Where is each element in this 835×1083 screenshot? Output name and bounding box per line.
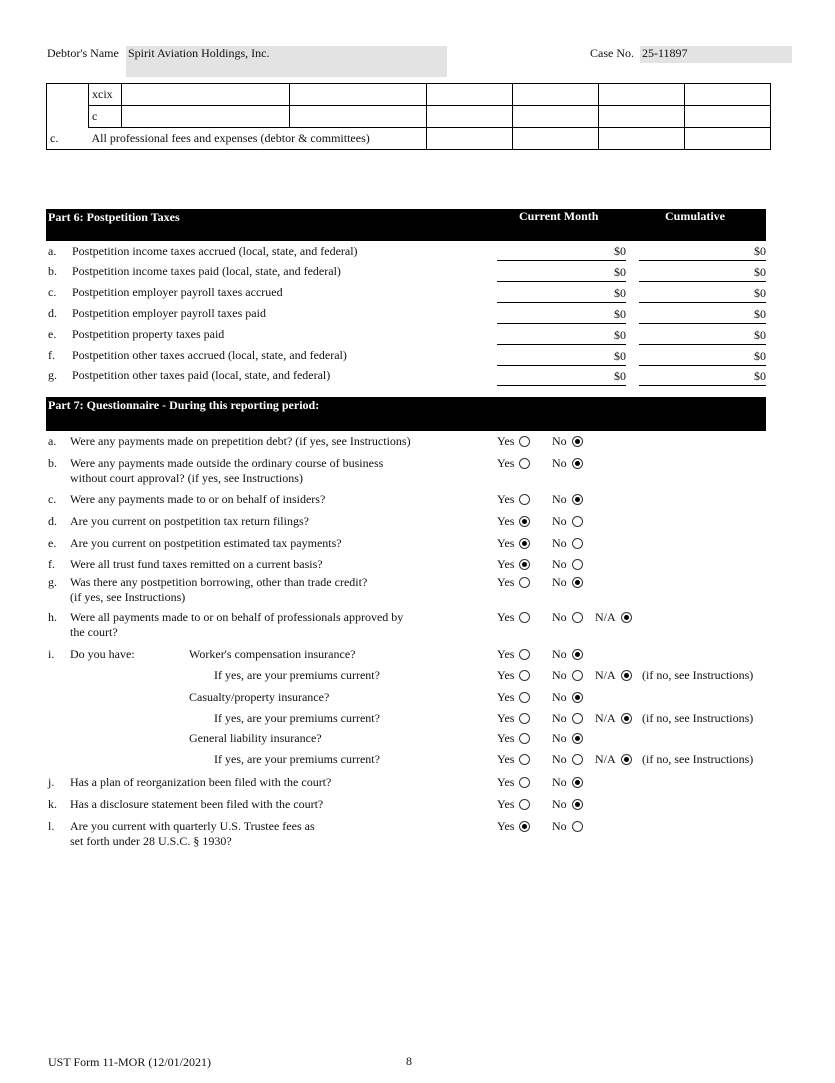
general-premiums-na-option[interactable] [595,752,632,767]
radio-empty-icon[interactable] [519,436,530,447]
question-a-yes-option-label: Yes [497,434,515,448]
radio-selected-icon[interactable] [621,713,632,724]
question-e-yes-option[interactable] [497,536,530,551]
question-g-yes-option-label: Yes [497,575,515,589]
radio-selected-icon[interactable] [519,516,530,527]
question-text: Were all payments made to or on behalf of professionals approved by [70,610,404,624]
radio-selected-icon[interactable] [572,777,583,788]
current-month-value[interactable]: $0 [497,265,626,282]
radio-empty-icon[interactable] [572,612,583,623]
question-e-yes-option-label: Yes [497,536,515,550]
row-label: Postpetition income taxes paid (local, state, and federal) [72,264,341,278]
question-text: without court approval? (if yes, see Instructions) [70,471,303,485]
question-text: Were any payments made on prepetition debt? (if yes, see Instructions) [70,434,411,448]
radio-selected-icon[interactable] [519,538,530,549]
current-month-value[interactable]: $0 [497,286,626,303]
row-label: xcix [89,84,122,106]
row-label: Postpetition employer payroll taxes accrued [72,285,283,299]
part7-title: Part 7: Questionnaire - During this reporting period: [48,398,320,412]
radio-selected-icon[interactable] [621,612,632,623]
question-h-yes-option[interactable] [497,610,530,625]
question-j-yes-option[interactable] [497,775,530,790]
cumulative-value[interactable]: $0 [639,369,766,386]
debtor-name-field[interactable] [126,46,447,77]
question-l-no-option-label: No [552,819,567,833]
casualty-premiums-na-option[interactable] [595,711,632,726]
casualty-no-option[interactable] [552,690,583,705]
question-b-no-option[interactable] [552,456,583,471]
table-row-total [47,128,771,150]
general-liability-yes-option-label: Yes [497,731,515,745]
casualty-yes-option[interactable] [497,690,530,705]
question-b-no-option-label: No [552,456,567,470]
radio-empty-icon[interactable] [519,458,530,469]
question-l-no-option[interactable] [552,819,583,834]
current-month-value[interactable]: $0 [497,307,626,324]
radio-empty-icon[interactable] [572,516,583,527]
part7-header-bar [46,397,766,431]
radio-empty-icon[interactable] [519,799,530,810]
question-letter: a. [48,434,57,448]
question-k-yes-option-label: Yes [497,797,515,811]
radio-empty-icon[interactable] [519,494,530,505]
workers-premiums-na-option-label: N/A [595,668,616,682]
question-e-no-option-label: No [552,536,567,550]
row-label: Postpetition other taxes accrued (local, state, and federal) [72,348,347,362]
question-g-yes-option[interactable] [497,575,530,590]
question-l-yes-option-label: Yes [497,819,515,833]
casualty-yes-option-label: Yes [497,690,515,704]
radio-empty-icon[interactable] [519,733,530,744]
row-letter: e. [48,327,57,341]
question-text: Was there any postpetition borrowing, other than trade credit? [70,575,368,589]
radio-empty-icon[interactable] [572,713,583,724]
question-letter: i. [48,647,55,661]
general-liability-no-option-label: No [552,731,567,745]
general-liability-no-option[interactable] [552,731,583,746]
general-premiums-yes-option[interactable] [497,752,530,767]
radio-selected-icon[interactable] [572,649,583,660]
radio-empty-icon[interactable] [572,670,583,681]
radio-empty-icon[interactable] [519,670,530,681]
row-letter: c. [48,285,57,299]
if-no-note: (if no, see Instructions) [642,752,754,766]
question-b-yes-option[interactable] [497,456,530,471]
radio-selected-icon[interactable] [572,458,583,469]
question-d-no-option[interactable] [552,514,583,529]
question-k-no-option[interactable] [552,797,583,812]
row-letter: g. [48,368,57,382]
question-j-yes-option-label: Yes [497,775,515,789]
cumulative-header: Cumulative [665,209,725,223]
question-a-yes-option[interactable] [497,434,530,449]
row-label: Postpetition other taxes paid (local, state, and federal) [72,368,331,382]
radio-empty-icon[interactable] [572,538,583,549]
question-h-na-option[interactable] [595,610,632,625]
workers-premiums-no-option[interactable] [552,668,583,683]
question-c-no-option[interactable] [552,492,583,507]
workers-premiums-yes-option-label: Yes [497,668,515,682]
radio-empty-icon[interactable] [572,821,583,832]
radio-selected-icon[interactable] [572,577,583,588]
question-letter: b. [48,456,57,470]
workers-comp-no-option-label: No [552,647,567,661]
question-d-yes-option[interactable] [497,514,530,529]
question-c-yes-option-label: Yes [497,492,515,506]
question-text: Has a disclosure statement been filed with the court? [70,797,324,811]
radio-selected-icon[interactable] [621,754,632,765]
question-text: set forth under 28 U.S.C. § 1930? [70,834,232,848]
radio-empty-icon[interactable] [519,777,530,788]
current-month-value[interactable]: $0 [497,369,626,386]
total-label: All professional fees and expenses (debtor & committees) [89,128,427,150]
casualty-question: Casualty/property insurance? [189,690,330,704]
question-letter: c. [48,492,57,506]
general-premiums-no-option[interactable] [552,752,583,767]
debtor-name-label: Debtor's Name [47,46,119,60]
general-liability-question: General liability insurance? [189,731,322,745]
form-id: UST Form 11-MOR (12/01/2021) [48,1055,212,1069]
workers-comp-yes-option-label: Yes [497,647,515,661]
radio-selected-icon[interactable] [572,733,583,744]
radio-empty-icon[interactable] [519,713,530,724]
if-no-note: (if no, see Instructions) [642,711,754,725]
debtor-name-value: Spirit Aviation Holdings, Inc. [128,46,270,60]
page-number: 8 [406,1054,412,1068]
radio-selected-icon[interactable] [519,821,530,832]
row-label: c [89,106,122,128]
part6-header-bar [46,209,766,241]
question-text: the court? [70,625,118,639]
part6-title: Part 6: Postpetition Taxes [48,210,180,224]
question-e-no-option[interactable] [552,536,583,551]
row-letter: b. [48,264,57,278]
cumulative-value[interactable]: $0 [639,349,766,366]
row-label: Postpetition income taxes accrued (local, state, and federal) [72,244,358,258]
radio-selected-icon[interactable] [572,494,583,505]
radio-empty-icon[interactable] [519,649,530,660]
general-premiums-question: If yes, are your premiums current? [214,752,380,766]
case-no-label: Case No. [590,46,634,60]
question-letter: g. [48,575,57,589]
question-a-no-option-label: No [552,434,567,448]
radio-selected-icon[interactable] [519,559,530,570]
current-month-value[interactable]: $0 [497,244,626,261]
workers-premiums-na-option[interactable] [595,668,632,683]
question-letter: k. [48,797,57,811]
general-premiums-no-option-label: No [552,752,567,766]
workers-premiums-no-option-label: No [552,668,567,682]
question-h-no-option-label: No [552,610,567,624]
table-row [47,106,771,128]
casualty-premiums-no-option[interactable] [552,711,583,726]
radio-empty-icon[interactable] [519,577,530,588]
question-f-no-option-label: No [552,557,567,571]
question-text: Are you current with quarterly U.S. Trustee fees as [70,819,315,833]
casualty-no-option-label: No [552,690,567,704]
current-month-value[interactable]: $0 [497,328,626,345]
casualty-premiums-yes-option[interactable] [497,711,530,726]
question-letter: j. [48,775,55,789]
radio-selected-icon[interactable] [572,436,583,447]
radio-empty-icon[interactable] [519,692,530,703]
question-j-no-option-label: No [552,775,567,789]
table-row [47,84,771,106]
question-f-yes-option[interactable] [497,557,530,572]
question-text: Were any payments made to or on behalf of insiders? [70,492,326,506]
casualty-premiums-no-option-label: No [552,711,567,725]
question-f-no-option[interactable] [552,557,583,572]
case-no-field[interactable] [640,46,792,63]
question-c-no-option-label: No [552,492,567,506]
question-h-no-option[interactable] [552,610,583,625]
question-d-no-option-label: No [552,514,567,528]
question-text: (if yes, see Instructions) [70,590,186,604]
cumulative-value[interactable]: $0 [639,307,766,324]
question-k-yes-option[interactable] [497,797,530,812]
total-letter: c. [47,128,89,150]
workers-premiums-question: If yes, are your premiums current? [214,668,380,682]
question-h-na-option-label: N/A [595,610,616,624]
general-premiums-na-option-label: N/A [595,752,616,766]
radio-selected-icon[interactable] [572,692,583,703]
casualty-premiums-question: If yes, are your premiums current? [214,711,380,725]
question-letter: d. [48,514,57,528]
question-h-yes-option-label: Yes [497,610,515,624]
question-g-no-option[interactable] [552,575,583,590]
question-letter: e. [48,536,57,550]
radio-empty-icon[interactable] [572,559,583,570]
row-label: Postpetition property taxes paid [72,327,225,341]
question-letter: h. [48,610,57,624]
question-d-yes-option-label: Yes [497,514,515,528]
radio-empty-icon[interactable] [519,754,530,765]
workers-comp-question: Worker's compensation insurance? [189,647,356,661]
casualty-premiums-yes-option-label: Yes [497,711,515,725]
cumulative-value[interactable]: $0 [639,328,766,345]
radio-selected-icon[interactable] [572,799,583,810]
row-label: Postpetition employer payroll taxes paid [72,306,266,320]
current-month-value[interactable]: $0 [497,349,626,366]
current-month-header: Current Month [519,209,599,223]
general-premiums-yes-option-label: Yes [497,752,515,766]
question-b-yes-option-label: Yes [497,456,515,470]
question-a-no-option[interactable] [552,434,583,449]
casualty-premiums-na-option-label: N/A [595,711,616,725]
general-liability-yes-option[interactable] [497,731,530,746]
question-text: Are you current on postpetition tax return filings? [70,514,309,528]
question-g-no-option-label: No [552,575,567,589]
row-letter: f. [48,348,55,362]
workers-comp-yes-option[interactable] [497,647,530,662]
cumulative-value[interactable]: $0 [639,244,766,261]
question-l-yes-option[interactable] [497,819,530,834]
question-text: Were any payments made outside the ordinary course of business [70,456,384,470]
question-k-no-option-label: No [552,797,567,811]
radio-selected-icon[interactable] [621,670,632,681]
cumulative-value[interactable]: $0 [639,265,766,282]
workers-premiums-yes-option[interactable] [497,668,530,683]
professional-fees-table [46,83,771,150]
case-no-value: 25-11897 [642,46,688,60]
question-letter: f. [48,557,55,571]
question-text: Are you current on postpetition estimated tax payments? [70,536,342,550]
question-letter: l. [48,819,55,833]
question-text: Do you have: [70,647,135,661]
radio-empty-icon[interactable] [572,754,583,765]
question-c-yes-option[interactable] [497,492,530,507]
question-j-no-option[interactable] [552,775,583,790]
cumulative-value[interactable]: $0 [639,286,766,303]
if-no-note: (if no, see Instructions) [642,668,754,682]
radio-empty-icon[interactable] [519,612,530,623]
question-text: Has a plan of reorganization been filed with the court? [70,775,332,789]
row-letter: d. [48,306,57,320]
question-text: Were all trust fund taxes remitted on a current basis? [70,557,323,571]
question-f-yes-option-label: Yes [497,557,515,571]
row-letter: a. [48,244,57,258]
workers-comp-no-option[interactable] [552,647,583,662]
